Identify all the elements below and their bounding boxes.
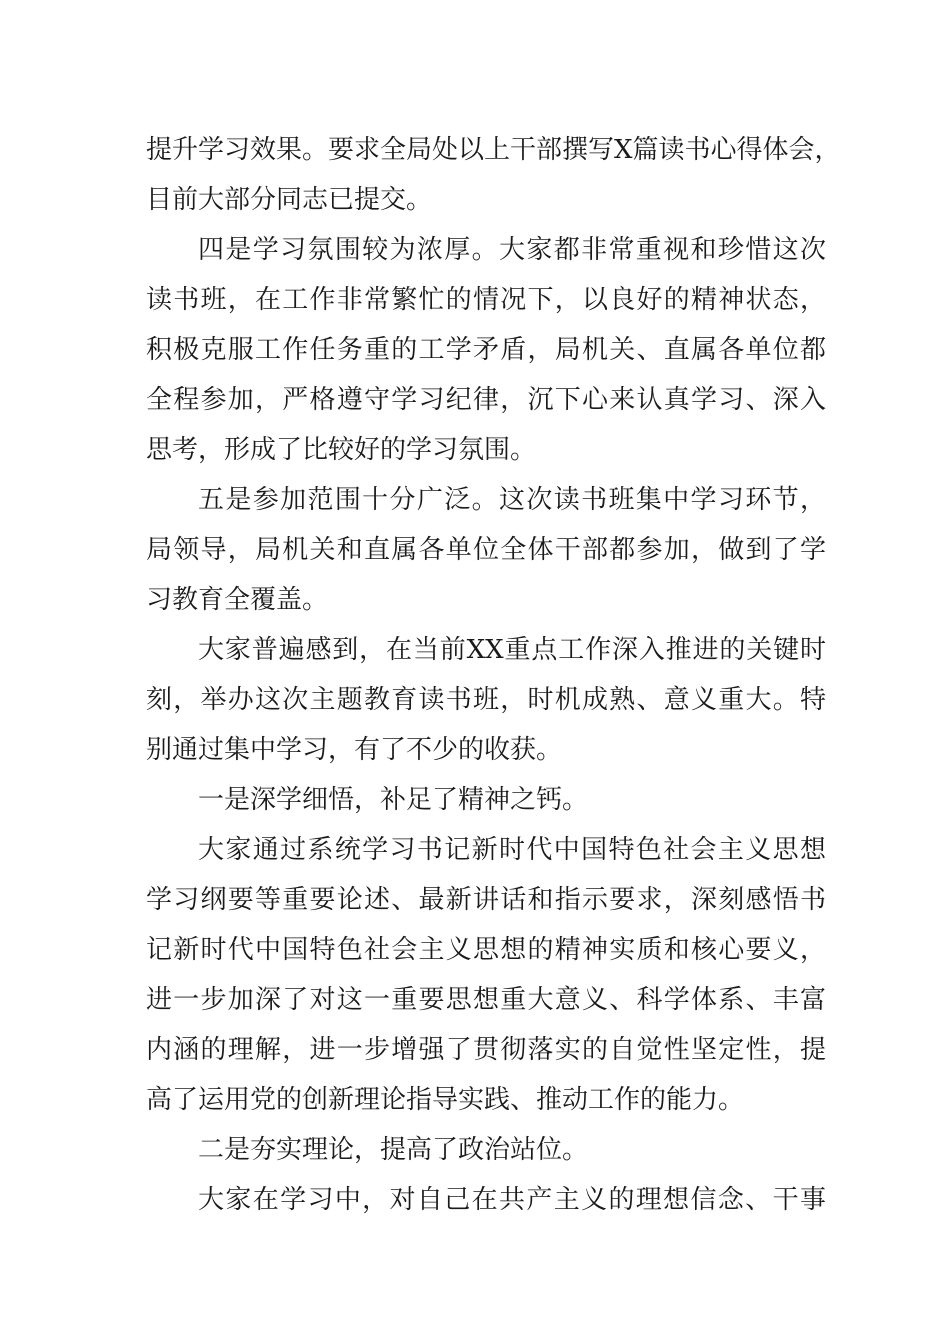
text-line: 读书班，在工作非常繁忙的情况下，以良好的精神状态， <box>146 285 826 315</box>
text-line: 局领导，局机关和直属各单位全体干部都参加，做到了学 <box>146 535 826 565</box>
text-line: 习教育全覆盖。 <box>146 585 329 615</box>
paragraph-first-line: 五是参加范围十分广泛。这次读书班集中学习环节， <box>198 485 826 515</box>
text-line: 学习纲要等重要论述、最新讲话和指示要求，深刻感悟书 <box>146 885 826 915</box>
paragraph-first-line: 大家通过系统学习书记新时代中国特色社会主义思想 <box>198 835 826 865</box>
text-line: 高了运用党的创新理论指导实践、推动工作的能力。 <box>146 1085 745 1115</box>
section-heading: 二是夯实理论，提高了政治站位。 <box>198 1135 589 1165</box>
text-line: 别通过集中学习，有了不少的收获。 <box>146 735 563 765</box>
text-line: 思考，形成了比较好的学习氛围。 <box>146 435 537 465</box>
text-line: 进一步加深了对这一重要思想重大意义、科学体系、丰富 <box>146 985 826 1015</box>
paragraph-first-line: 大家普遍感到，在当前XX重点工作深入推进的关键时 <box>198 635 826 665</box>
section-heading: 一是深学细悟，补足了精神之钙。 <box>198 785 589 815</box>
text-line: 内涵的理解，进一步增强了贯彻落实的自觉性坚定性，提 <box>146 1035 826 1065</box>
text-line: 记新时代中国特色社会主义思想的精神实质和核心要义， <box>146 935 826 965</box>
text-line: 提升学习效果。要求全局处以上干部撰写X篇读书心得体会， <box>146 135 841 165</box>
text-line: 积极克服工作任务重的工学矛盾，局机关、直属各单位都 <box>146 335 826 365</box>
text-line: 全程参加，严格遵守学习纪律，沉下心来认真学习、深入 <box>146 385 826 415</box>
text-line: 目前大部分同志已提交。 <box>146 185 433 215</box>
paragraph-first-line: 大家在学习中，对自己在共产主义的理想信念、干事 <box>198 1185 826 1215</box>
text-line: 刻，举办这次主题教育读书班，时机成熟、意义重大。特 <box>146 685 826 715</box>
paragraph-first-line: 四是学习氛围较为浓厚。大家都非常重视和珍惜这次 <box>198 235 826 265</box>
